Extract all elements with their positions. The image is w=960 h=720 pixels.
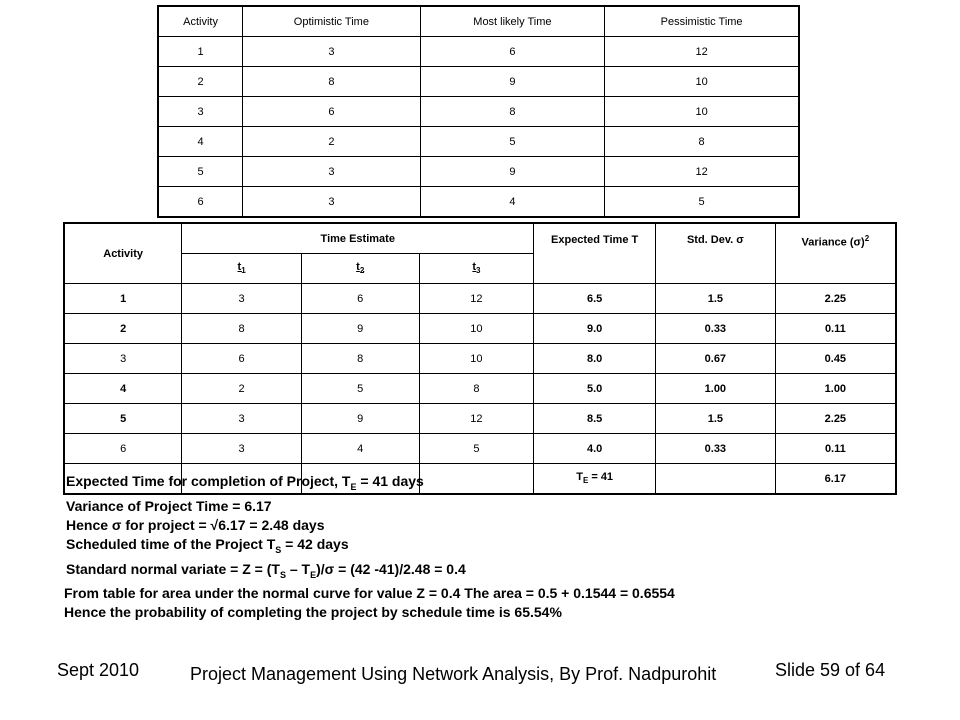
table-cell: 4.0	[534, 434, 656, 464]
table-cell: 10	[605, 67, 799, 97]
table-cell: 4	[420, 187, 605, 218]
table-cell: 0.33	[656, 314, 776, 344]
table-cell: 10	[419, 314, 534, 344]
table-cell: 0.11	[775, 314, 896, 344]
table-cell: 2	[243, 127, 420, 157]
table-cell: 2	[158, 67, 243, 97]
header-time-estimate: Time Estimate	[182, 223, 534, 254]
table-row	[64, 344, 896, 374]
table-cell: 6.5	[534, 284, 656, 314]
table-cell: 2	[182, 374, 302, 404]
table-cell: 1.00	[775, 374, 896, 404]
table-cell: 0.67	[656, 344, 776, 374]
table-cell: 6	[301, 284, 419, 314]
table-cell: 1	[158, 37, 243, 67]
header-optimistic: Optimistic Time	[243, 6, 420, 37]
table-cell: 10	[605, 97, 799, 127]
table-cell: 2	[64, 314, 182, 344]
table-cell: 3	[182, 434, 302, 464]
table-cell: 5	[64, 404, 182, 434]
table-cell: 1.5	[656, 404, 776, 434]
note-probability: Hence the probability of completing the project by schedule time is 65.54%	[64, 604, 562, 621]
table-cell: 3	[182, 284, 302, 314]
table-cell: 12	[419, 404, 534, 434]
table-cell: 9	[301, 404, 419, 434]
table-row	[64, 404, 896, 434]
table-cell: 2.25	[775, 404, 896, 434]
table-cell: 8	[182, 314, 302, 344]
table-cell: 1.00	[656, 374, 776, 404]
table-row	[158, 67, 799, 97]
table-cell: 6	[420, 37, 605, 67]
table-cell: 8.0	[534, 344, 656, 374]
table-cell: 5.0	[534, 374, 656, 404]
table-row	[158, 97, 799, 127]
header-activity: Activity	[158, 6, 243, 37]
footer-date: Sept 2010	[57, 660, 140, 680]
table-cell: 6	[182, 344, 302, 374]
table-row	[158, 127, 799, 157]
note-variance: Variance of Project Time = 6.17	[66, 497, 272, 514]
table-cell: 5	[605, 187, 799, 218]
header-t2: $t_2$	[301, 254, 419, 284]
table-cell: 8	[243, 67, 420, 97]
table-cell: 3	[182, 404, 302, 434]
table-cell: 12	[605, 37, 799, 67]
table-cell: 3	[243, 37, 420, 67]
note-normal-variate: Standard normal variate = $Z = (T_S - T_E)/\sigma = (42$ -41)/2.48 = 0.4	[66, 560, 466, 580]
table-cell: 1.5	[656, 284, 776, 314]
table-cell: 0.45	[775, 344, 896, 374]
table-cell: 6	[158, 187, 243, 218]
note-expected-time: Expected Time for completion of Project, $T_E = 41$ days	[66, 473, 424, 492]
table-row	[158, 37, 799, 67]
table-row	[64, 284, 896, 314]
footer-slide-number: Slide 59 of 64	[775, 660, 886, 680]
table-cell: 4	[64, 374, 182, 404]
table-cell: 3	[243, 187, 420, 218]
table-cell: 5	[158, 157, 243, 187]
total-expected-time: $T_E = 41$	[534, 464, 656, 495]
total-variance: 6.17	[775, 464, 896, 495]
header-most-likely: Most likely Time	[420, 6, 605, 37]
header-pessimistic: Pessimistic Time	[605, 6, 799, 37]
table-cell: 9	[420, 157, 605, 187]
table-cell: 3	[158, 97, 243, 127]
table-cell: 4	[301, 434, 419, 464]
table-cell: 6	[64, 434, 182, 464]
footer-title: Project Management Using Network Analysis, By Prof. Nadpurohit	[190, 664, 717, 684]
table-cell: 5	[301, 374, 419, 404]
table-cell: 8.5	[534, 404, 656, 434]
table-header-row	[158, 6, 799, 37]
estimates-table	[157, 5, 800, 218]
table-cell: 9	[301, 314, 419, 344]
header-t3: $t_3$	[419, 254, 534, 284]
table-cell: 6	[243, 97, 420, 127]
table-cell: 8	[301, 344, 419, 374]
note-scheduled-time: Scheduled time of the Project $T_S = 42$ days	[66, 535, 349, 555]
table-cell: 3	[64, 344, 182, 374]
table-cell: 0.11	[775, 434, 896, 464]
table-header-row	[64, 223, 896, 254]
table-cell: 10	[419, 344, 534, 374]
note-sigma: Hence σ for project = √6.17 = 2.48 days	[66, 516, 325, 533]
table-cell: 8	[605, 127, 799, 157]
table-cell: 5	[420, 127, 605, 157]
table-cell: 1	[64, 284, 182, 314]
table-row	[158, 187, 799, 218]
note-area: From table for area under the normal curve for value Z = 0.4 The area = 0.5 + 0.1544 = 0.6554	[64, 585, 675, 602]
table-cell: 0.33	[656, 434, 776, 464]
header-std-dev: Std. Dev. σ	[656, 223, 776, 284]
table-row	[64, 374, 896, 404]
table-cell: 9.0	[534, 314, 656, 344]
header-t1: $t_1$	[182, 254, 302, 284]
calculation-notes	[66, 472, 675, 622]
table-row	[158, 157, 799, 187]
header-expected-time: Expected Time T	[534, 223, 656, 284]
header-variance: Variance $(\sigma)^2$	[775, 223, 896, 284]
table-cell: 9	[420, 67, 605, 97]
table-cell: 4	[158, 127, 243, 157]
header-activity: Activity	[64, 223, 182, 284]
table-cell: 2.25	[775, 284, 896, 314]
table-cell: 12	[419, 284, 534, 314]
table-row	[64, 314, 896, 344]
table-cell: 8	[420, 97, 605, 127]
table-cell: 3	[243, 157, 420, 187]
table-cell: 5	[419, 434, 534, 464]
table-cell: 8	[419, 374, 534, 404]
computation-table	[63, 222, 897, 495]
table-row	[64, 434, 896, 464]
table-cell: 12	[605, 157, 799, 187]
